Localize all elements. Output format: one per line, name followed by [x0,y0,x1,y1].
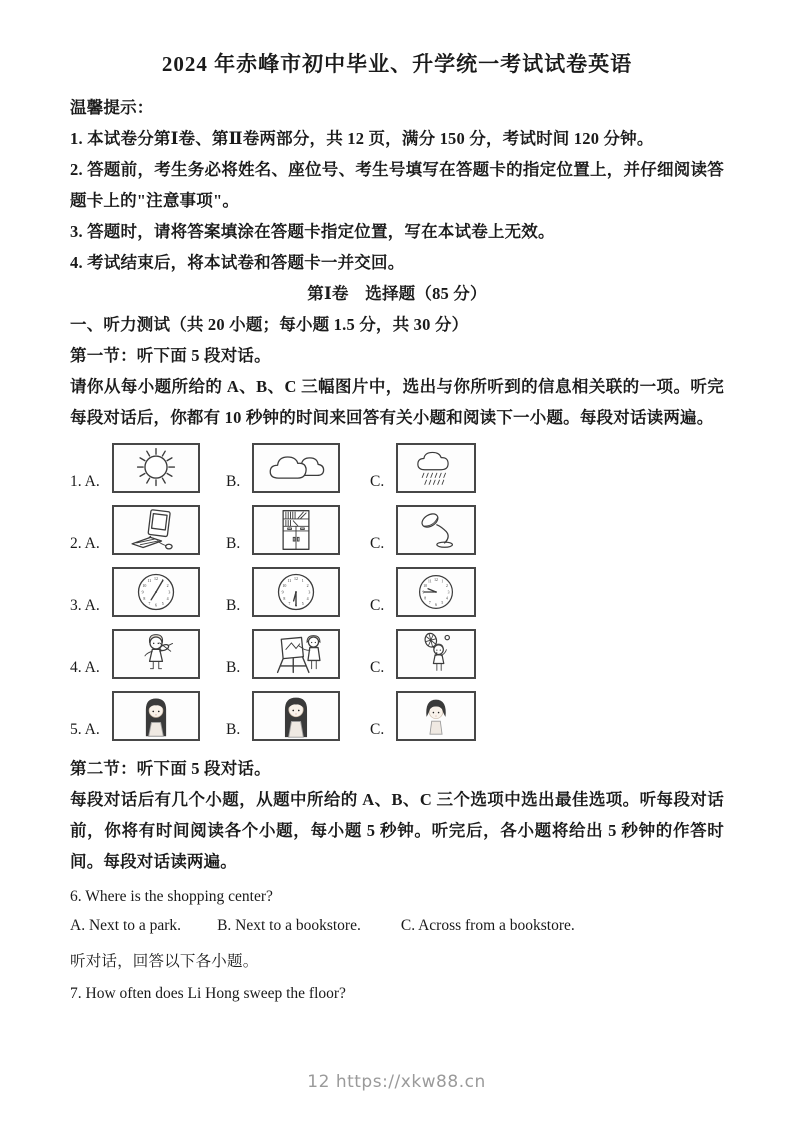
page-title: 2024 年赤峰市初中毕业、升学统一考试试卷英语 [161,52,633,76]
svg-text:5: 5 [161,600,164,606]
svg-text:2: 2 [445,584,448,589]
option-label-5b: B. [226,721,241,738]
svg-text:6: 6 [435,602,437,607]
option-label-4a: 4. A. [70,659,100,676]
part2-instructions: 每段对话后有几个小题，从题中所给的 A、B、C 三个选项中选出最佳选项。听每段对话前，你将有时间阅读各个小题，每小题 5 秒钟。听完后，各小题将给出 5 秒钟的作答时间。每段对话读两遍。 [70,790,724,871]
svg-text:9: 9 [281,589,284,595]
svg-text:7: 7 [288,600,291,606]
option-label-5a: 5. A. [70,721,100,738]
child-short-hair-icon [398,693,474,739]
option-label-3b: B. [226,597,241,614]
svg-text:10: 10 [142,582,147,588]
clock-icon-9-45 [398,569,474,615]
option-label-2b: B. [226,535,241,552]
svg-text:4: 4 [306,596,309,602]
option-image-4b [252,629,340,679]
computer-icon [114,507,198,553]
child-painting-icon [254,631,338,677]
option-image-2c [396,505,476,555]
option-label-4c: C. [370,659,385,676]
notice-item-4: 4. 考试结束后，将本试卷和答题卡一并交回。 [70,253,405,272]
page-footer-watermark: 12 https://xkw88.cn [307,1072,486,1092]
part1-instructions: 请你从每小题所给的 A、B、C 三幅图片中，选出与你所听到的信息相关联的一项。听完每段对话后，你都有 10 秒钟的时间来回答有关小题和阅读下一小题。每段对话读两遍。 [70,377,724,427]
option-image-3a [112,567,200,617]
svg-text:8: 8 [424,596,427,601]
option-label-1a: 1. A. [70,473,100,490]
question-7: 7. How often does Li Hong sweep the floor? [70,985,346,1002]
svg-text:8: 8 [143,596,146,602]
option-image-5b [252,691,340,741]
svg-text:12: 12 [154,576,158,582]
svg-text:9: 9 [422,590,425,595]
option-label-4b: B. [226,659,241,676]
svg-text:10: 10 [282,582,287,588]
q6-option-a: A. Next to a park. [70,917,182,934]
option-image-1a [112,443,200,493]
option-image-1c [396,443,476,493]
svg-text:2: 2 [306,582,309,588]
option-image-5c [396,691,476,741]
svg-text:11: 11 [427,579,432,584]
notice-item-2: 2. 答题前，考生务必将姓名、座位号、考生号填写在答题卡的指定位置上，并仔细阅读答题卡上的"注意事项"。 [70,160,724,210]
option-image-5a [112,691,200,741]
listen-dialog-note: 听对话，回答以下各小题。 [70,953,259,970]
child-playing-badminton-icon [398,631,474,677]
option-label-1b: B. [226,473,241,490]
option-image-3b [252,567,340,617]
question-2-row [70,505,724,555]
option-label-1c: C. [370,473,385,490]
rain-cloud-icon [398,445,474,491]
svg-text:6: 6 [155,602,157,608]
q6-option-b: B. Next to a bookstore. [217,917,361,934]
option-image-2a [112,505,200,555]
svg-text:12: 12 [294,576,298,582]
svg-text:3: 3 [308,589,311,595]
volume1-heading: 第Ⅰ卷 选择题（85 分） [307,284,487,303]
question-1-row [70,443,724,493]
option-label-2a: 2. A. [70,535,100,552]
child-playing-violin-icon [114,631,198,677]
svg-text:11: 11 [287,577,292,583]
svg-text:1: 1 [441,579,444,584]
clock-icon-7-05 [114,569,198,615]
part1-heading: 第一节：听下面 5 段对话。 [70,346,271,365]
option-image-2b [252,505,340,555]
clock-icon-6-30 [254,569,338,615]
option-label-3a: 3. A. [70,597,100,614]
svg-text:7: 7 [428,601,431,606]
option-label-5c: C. [370,721,385,738]
svg-text:9: 9 [141,589,144,595]
svg-text:11: 11 [147,577,152,583]
girl-long-hair-icon [254,693,338,739]
question-6: 6. Where is the shopping center? [70,888,273,905]
svg-text:1: 1 [161,577,164,583]
question-3-row [70,567,724,617]
svg-text:4: 4 [445,596,448,601]
clouds-icon [254,445,338,491]
bookcase-icon [254,507,338,553]
q6-option-c: C. Across from a bookstore. [400,917,575,934]
part2-heading: 第二节：听下面 5 段对话。 [70,759,271,778]
notice-item-1: 1. 本试卷分第Ⅰ卷、第Ⅱ卷两部分，共 12 页，满分 150 分，考试时间 120 分钟。 [70,129,654,148]
sun-icon [114,445,198,491]
svg-text:3: 3 [168,589,171,595]
option-label-2c: C. [370,535,385,552]
option-image-4a [112,629,200,679]
desk-lamp-icon [398,507,474,553]
svg-text:4: 4 [166,596,169,602]
picture-options-grid [70,443,724,741]
notice-heading: 温馨提示： [70,98,154,117]
girl-long-hair-icon [114,693,198,739]
svg-text:7: 7 [148,600,151,606]
svg-text:12: 12 [434,577,438,582]
svg-text:5: 5 [301,600,304,606]
svg-text:8: 8 [283,596,286,602]
option-label-3c: C. [370,597,385,614]
svg-text:10: 10 [423,584,427,589]
svg-text:3: 3 [447,590,450,595]
svg-text:1: 1 [301,577,304,583]
question-5-row [70,691,724,741]
notice-item-3: 3. 答题时，请将答案填涂在答题卡指定位置，写在本试卷上无效。 [70,222,555,241]
svg-text:2: 2 [166,582,169,588]
option-image-1b [252,443,340,493]
option-image-4c [396,629,476,679]
option-image-3c [396,567,476,617]
svg-text:6: 6 [295,602,297,608]
question-4-row [70,629,724,679]
question-6-options [70,915,724,937]
svg-text:5: 5 [441,601,444,606]
listening-section-heading: 一、听力测试（共 20 小题；每小题 1.5 分，共 30 分） [70,315,469,334]
